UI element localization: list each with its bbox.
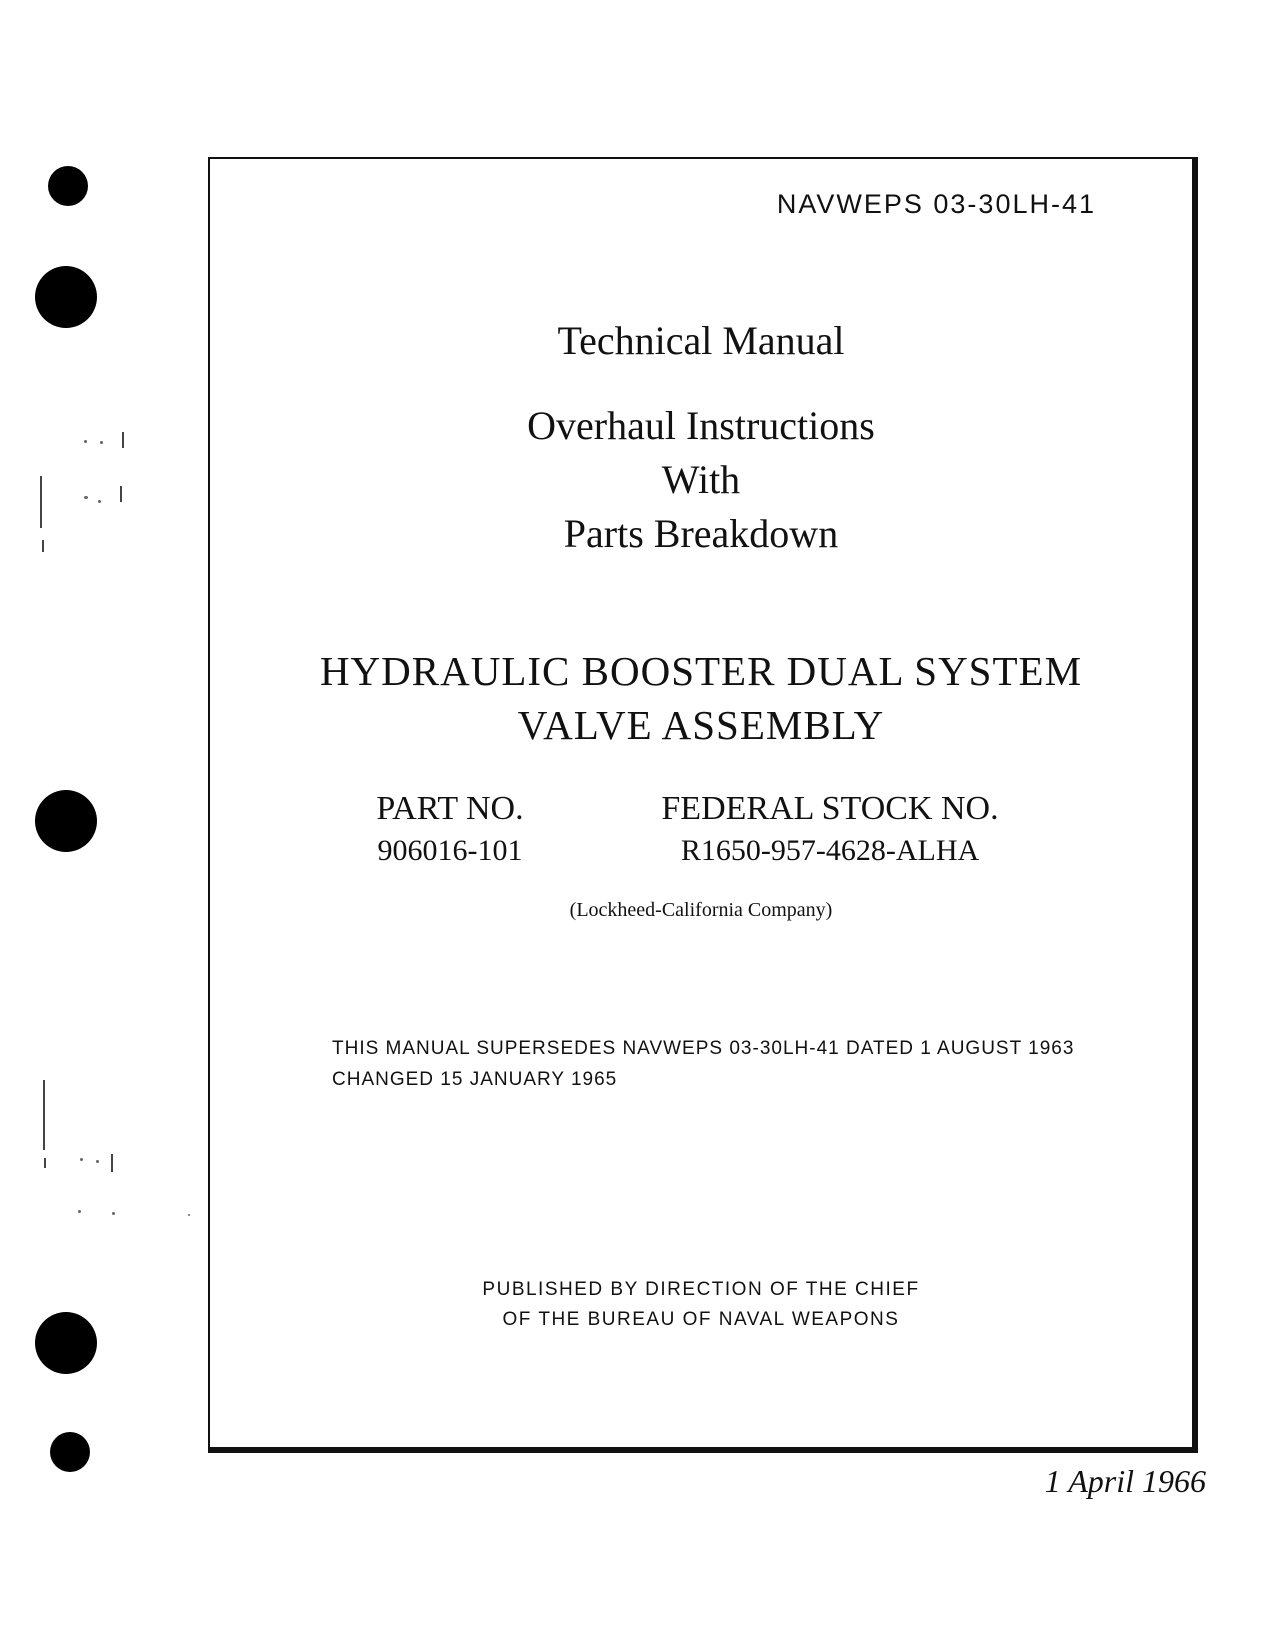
federal-stock-value: R1650-957-4628-ALHA (680, 834, 980, 867)
scan-speck (96, 1160, 99, 1163)
punch-hole-5 (50, 1432, 90, 1472)
scan-speck (112, 1212, 115, 1215)
title-technical-manual: Technical Manual (557, 318, 845, 363)
title-overhaul-instructions: Overhaul Instructions (527, 403, 875, 448)
title-parts-breakdown: Parts Breakdown (563, 511, 839, 556)
publisher-line-1: PUBLISHED BY DIRECTION OF THE CHIEF (482, 1279, 920, 1300)
scan-mark (43, 1080, 45, 1150)
scan-speck (78, 1210, 81, 1213)
scan-mark (44, 1158, 46, 1168)
scan-mark (40, 476, 42, 528)
publisher-line-2: OF THE BUREAU OF NAVAL WEAPONS (502, 1309, 900, 1330)
scan-speck (84, 496, 88, 499)
document-number: NAVWEPS 03-30LH-41 (776, 189, 1096, 219)
part-number-block (350, 787, 550, 871)
subject-line-1: HYDRAULIC BOOSTER DUAL SYSTEM (319, 648, 1083, 694)
issue-date: 1 April 1966 (1044, 1463, 1206, 1499)
scan-speck (98, 500, 101, 503)
scan-speck (100, 441, 103, 444)
punch-hole-1 (48, 166, 88, 206)
part-number-label: PART NO. (376, 790, 524, 827)
federal-stock-block (630, 787, 1030, 871)
scan-mark (111, 1154, 113, 1172)
supersedes-line-2: CHANGED 15 JANUARY 1965 (332, 1069, 618, 1090)
supersedes-line-1: THIS MANUAL SUPERSEDES NAVWEPS 03-30LH-41 DATED 1 AUGUST 1963 (332, 1038, 1075, 1059)
part-number-value: 906016-101 (377, 834, 523, 867)
scan-mark (122, 432, 124, 448)
punch-hole-3 (35, 790, 97, 852)
company-name: (Lockheed-California Company) (569, 899, 833, 921)
title-with: With (661, 457, 741, 502)
punch-hole-4 (35, 1312, 97, 1374)
supersedes-notice (332, 1033, 1074, 1095)
scan-speck (188, 1214, 190, 1216)
federal-stock-label: FEDERAL STOCK NO. (661, 790, 999, 827)
scan-speck (80, 1158, 83, 1161)
title-page-frame (208, 157, 1198, 1453)
subject-line-2: VALVE ASSEMBLY (517, 702, 885, 748)
punch-hole-2 (35, 266, 97, 328)
scan-mark (120, 486, 122, 502)
scan-mark (42, 540, 44, 552)
scan-speck (84, 440, 87, 443)
